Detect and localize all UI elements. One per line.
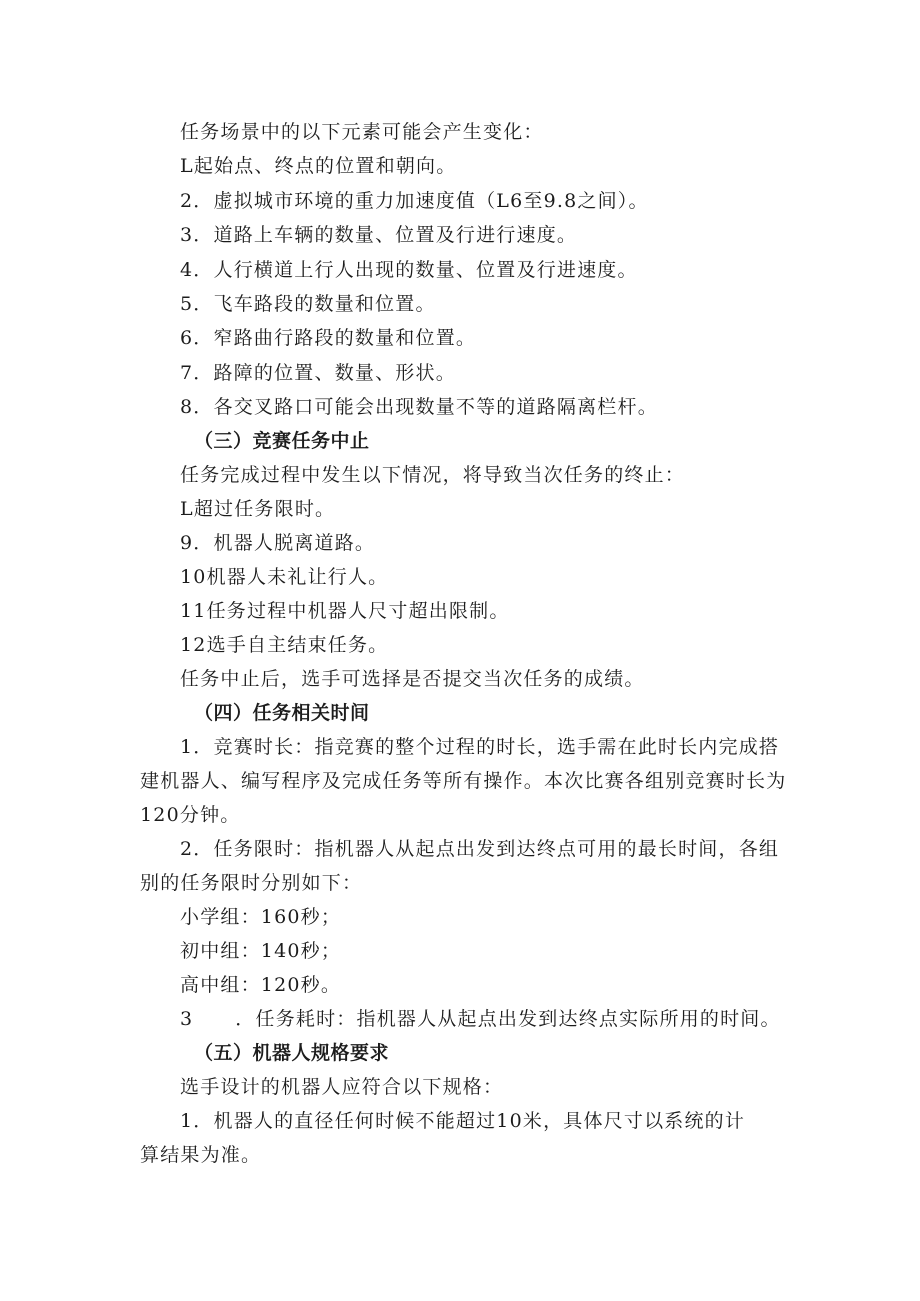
list-item: 11任务过程中机器人尺寸超出限制。	[180, 600, 510, 622]
list-item: 高中组：120秒。	[180, 974, 342, 996]
paragraph-line: 别的任务限时分别如下：	[140, 872, 363, 894]
paragraph-line: 算结果为准。	[140, 1144, 262, 1166]
paragraph-line: 120分钟。	[140, 804, 241, 826]
paragraph: 任务完成过程中发生以下情况，将导致当次任务的终止：	[180, 464, 686, 486]
list-item: 2．虚拟城市环境的重力加速度值（L6至9.8之间）。	[180, 190, 649, 212]
paragraph-intro: 任务场景中的以下元素可能会产生变化：	[180, 121, 544, 143]
list-item: L超过任务限时。	[180, 498, 336, 520]
list-item: 4．人行横道上行人出现的数量、位置及行进速度。	[180, 259, 638, 281]
paragraph-line: 1．竞赛时长：指竞赛的整个过程的时长，选手需在此时长内完成搭	[180, 736, 780, 758]
paragraph-line: 1．机器人的直径任何时候不能超过10米，具体尺寸以系统的计	[180, 1110, 746, 1132]
list-item: 10机器人未礼让行人。	[180, 566, 389, 588]
list-item: 6．窄路曲行路段的数量和位置。	[180, 327, 477, 349]
list-item: L起始点、终点的位置和朝向。	[180, 155, 457, 177]
section-heading-4: （四）任务相关时间	[194, 702, 370, 724]
list-item: 7．路障的位置、数量、形状。	[180, 362, 456, 384]
list-text: ．任务耗时：指机器人从起点出发到达终点实际所用的时间。	[235, 1008, 781, 1030]
section-heading-5: （五）机器人规格要求	[194, 1042, 390, 1064]
paragraph-line: 建机器人、编写程序及完成任务等所有操作。本次比赛各组别竞赛时长为	[140, 770, 787, 792]
list-item: 8．各交叉路口可能会出现数量不等的道路隔离栏杆。	[180, 396, 658, 418]
section-heading-3: （三）竞赛任务中止	[194, 430, 370, 452]
list-item: 12选手自主结束任务。	[180, 634, 389, 656]
list-number: 3	[180, 1008, 194, 1030]
list-item: 小学组：160秒；	[180, 906, 342, 928]
list-item: 初中组：140秒；	[180, 940, 342, 962]
list-item: 3．道路上车辆的数量、位置及行进行速度。	[180, 224, 578, 246]
list-item	[180, 1005, 781, 1033]
list-item: 5．飞车路段的数量和位置。	[180, 293, 436, 315]
paragraph: 选手设计的机器人应符合以下规格：	[180, 1076, 504, 1098]
paragraph: 任务中止后，选手可选择是否提交当次任务的成绩。	[180, 668, 645, 690]
list-item: 9．机器人脱离道路。	[180, 532, 376, 554]
paragraph-line: 2．任务限时：指机器人从起点出发到达终点可用的最长时间，各组	[180, 838, 780, 860]
